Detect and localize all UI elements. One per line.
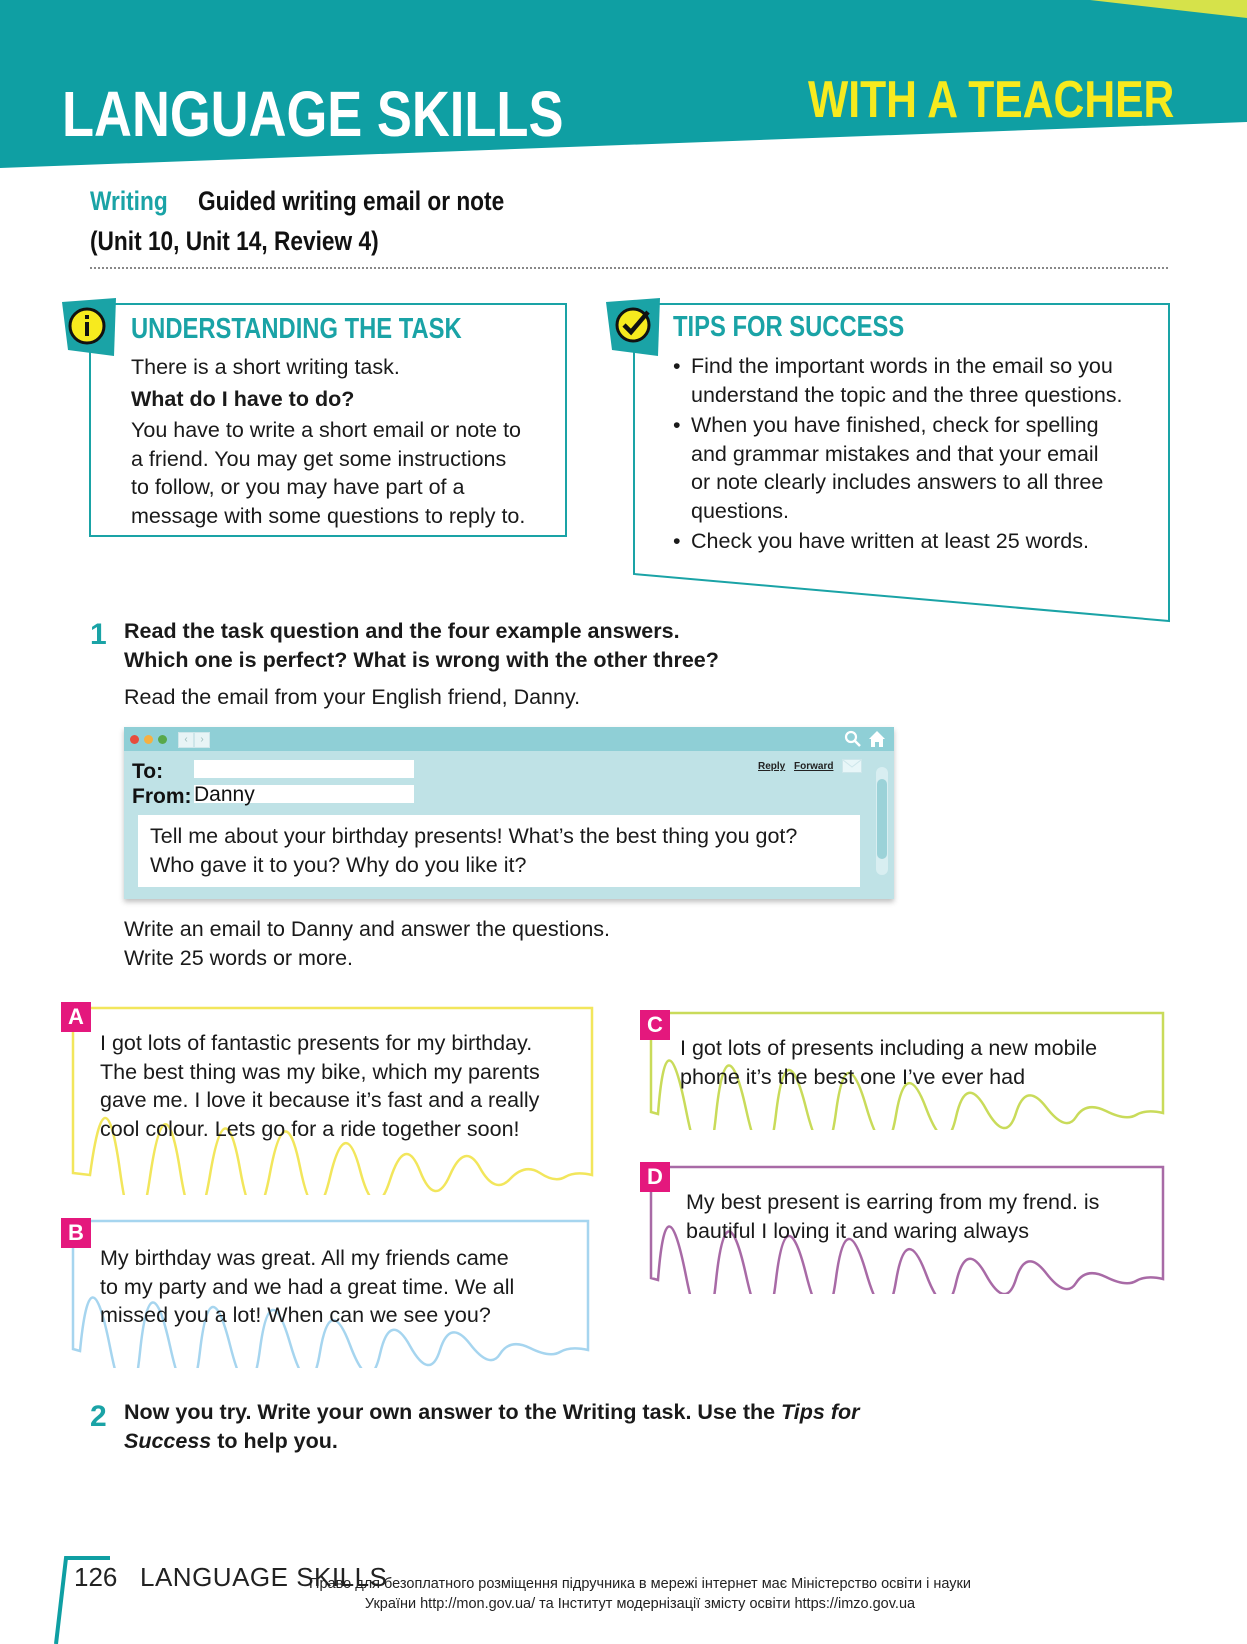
reply-link[interactable]: Reply: [758, 761, 786, 772]
exercise-1-prompt: Read the task question and the four example answers. Which one is perfect? What is wrong with the other three?: [124, 619, 719, 672]
email-body-line: Tell me about your birthday presents! What’s the best thing you got?: [150, 824, 798, 848]
close-dot-icon[interactable]: [130, 735, 139, 744]
email-scrollbar[interactable]: [876, 767, 888, 875]
footer-label: LANGUAGE SKILLS: [140, 1562, 388, 1592]
page-number: 126: [74, 1562, 118, 1592]
maximize-dot-icon[interactable]: [158, 735, 167, 744]
section-units: (Unit 10, Unit 14, Review 4): [90, 226, 379, 256]
exercise-1-intro: Read the email from your English friend, Danny.: [124, 685, 581, 709]
answer-a-text: I got lots of fantastic presents for my birthday. The best thing was my bike, which my parents gave me. I love it because it’s fast and a really cool colour. Lets go for a ride together soon!: [100, 1031, 540, 1141]
divider: [90, 267, 1168, 269]
understanding-line: There is a short writing task.: [131, 355, 400, 379]
exercise-1-instructions: Write an email to Danny and answer the questions. Write 25 words or more.: [124, 917, 611, 970]
exercise-1-number: 1: [90, 618, 107, 651]
answer-c-text: I got lots of presents including a new mobile phone it’s the best one I’ve ever had: [680, 1036, 1098, 1089]
exercise-2-prompt: Now you try. Write your own answer to the Writing task. Use the Tips for Success to help you.: [124, 1400, 860, 1453]
email-body: [138, 815, 860, 887]
page-title: LANGUAGE SKILLS: [62, 78, 564, 150]
answer-b-badge: B: [61, 1218, 91, 1248]
understanding-line: You have to write a short email or note to: [131, 418, 522, 442]
envelope-icon[interactable]: [842, 759, 862, 773]
info-icon: [66, 305, 108, 347]
email-titlebar: [124, 727, 894, 751]
understanding-question: What do I have to do?: [131, 386, 355, 411]
from-field[interactable]: Danny: [194, 785, 414, 803]
forward-arrow-icon[interactable]: ›: [194, 732, 210, 748]
answer-d-badge: D: [640, 1162, 670, 1192]
to-label: To:: [132, 760, 164, 783]
tip-item: • When you have finished, check for spelling and grammar mistakes and that your email or note clearly includes answers to all three questions.: [673, 411, 1153, 525]
answer-d-text: My best present is earring from my frend. is bautiful I loving it and waring always: [686, 1190, 1100, 1243]
tip-item: • Find the important words in the email so you understand the topic and the three questions.: [673, 352, 1153, 409]
search-icon[interactable]: [844, 730, 862, 748]
answer-a-badge: A: [61, 1002, 91, 1032]
understanding-line: a friend. You may get some instructions: [131, 446, 507, 471]
back-arrow-icon[interactable]: ‹: [178, 732, 194, 748]
tips-heading: TIPS FOR SUCCESS: [673, 311, 905, 343]
header-tag: WITH A TEACHER: [808, 71, 1175, 129]
to-field[interactable]: [194, 760, 414, 778]
email-body-line: Who gave it to you? Why do you like it?: [150, 852, 527, 877]
from-label: From:: [132, 785, 192, 808]
scroll-thumb[interactable]: [877, 779, 887, 859]
understanding-heading: UNDERSTANDING THE TASK: [131, 313, 462, 345]
tip-item: • Check you have written at least 25 words.: [673, 527, 1153, 556]
answer-c-badge: C: [640, 1010, 670, 1040]
home-icon[interactable]: [868, 730, 886, 748]
email-window: [124, 727, 894, 899]
exercise-2-number: 2: [90, 1400, 107, 1433]
section-label: Writing: [90, 186, 168, 216]
forward-link[interactable]: Forward: [794, 761, 834, 772]
copyright-note: Право для безоплатного розміщення підручника в мережі інтернет має Міністерство освіти і науки України http://mon.gov.ua/ та Інститут модернізації змісту освіти https://imzo.gov.ua: [309, 1576, 971, 1612]
checkmark-icon: [612, 304, 654, 346]
section-title: Guided writing email or note: [198, 186, 505, 216]
answer-b-text: My birthday was great. All my friends came to my party and we had a great time. We all missed you a lot! When can we see you?: [100, 1246, 515, 1327]
minimize-dot-icon[interactable]: [144, 735, 153, 744]
tips-list: [673, 352, 1153, 558]
understanding-line: message with some questions to reply to.: [131, 503, 526, 528]
understanding-line: to follow, or you may have part of a: [131, 475, 465, 499]
understanding-body: [131, 353, 551, 530]
